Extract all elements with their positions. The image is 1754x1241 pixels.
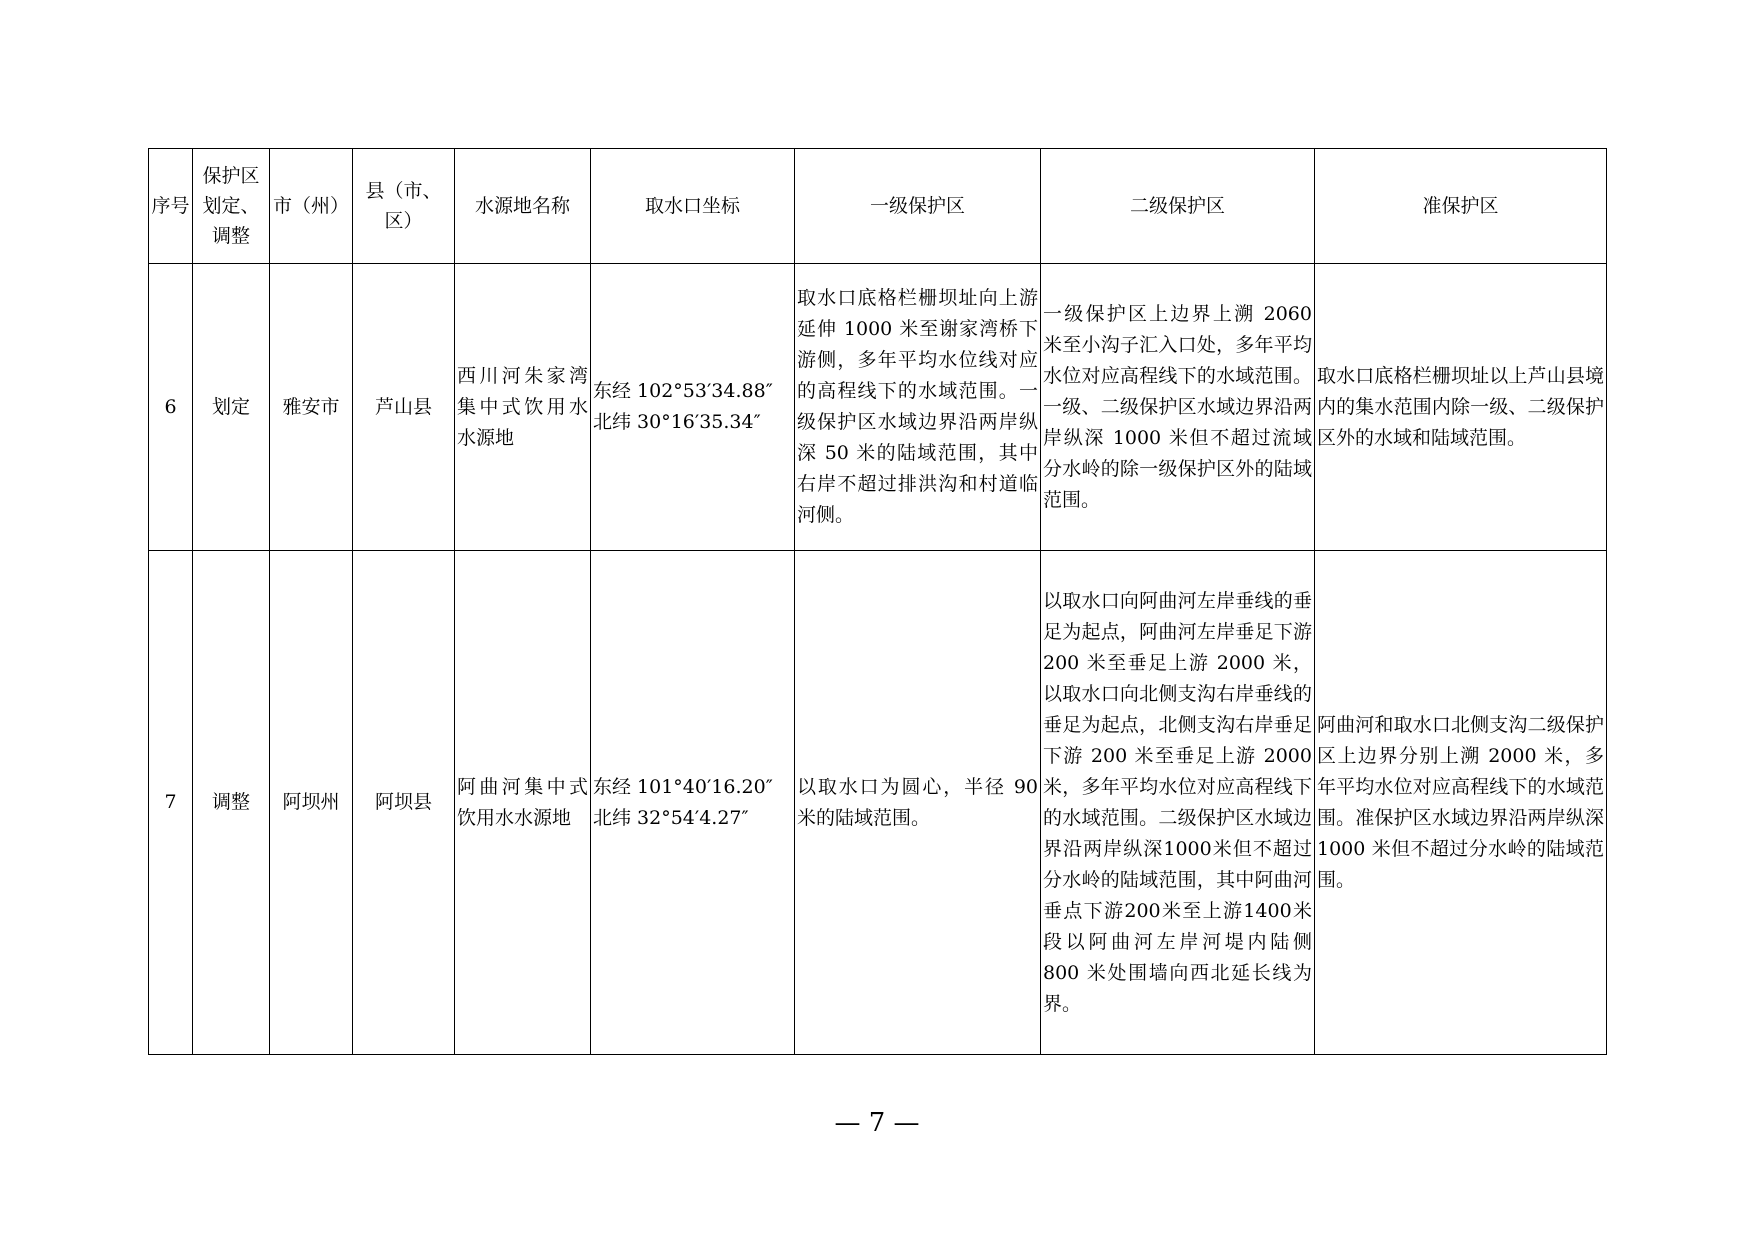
- header-level1: 一级保护区: [795, 149, 1041, 264]
- page-number: — 7 —: [834, 1108, 920, 1138]
- cell-seq: 7: [149, 551, 193, 1055]
- coord-east: 东经 101°40′16.20″: [593, 775, 773, 798]
- header-source-name: 水源地名称: [455, 149, 591, 264]
- cell-quasi: 取水口底格栏栅坝址以上芦山县境内的集水范围内除一级、二级保护区外的水域和陆域范围。: [1315, 264, 1607, 551]
- cell-level2: 以取水口向阿曲河左岸垂线的垂足为起点，阿曲河左岸垂足下游 200 米至垂足上游 2000 米，以取水口向北侧支沟右岸垂线的垂足为起点，北侧支沟右岸垂足下游 200 米至垂足上游 2000 米，多年平均水位对应高程线下的水域范围。二级保护区水域边界沿两岸纵深1000米但不超过分水岭的陆域范围，其中阿曲河垂点下游200米至上游1400米段以阿曲河左岸河堤内陆侧 800 米处围墙向西北延长线为界。: [1041, 551, 1315, 1055]
- header-county: 县（市、区）: [353, 149, 455, 264]
- coord-north: 北纬 32°54′4.27″: [593, 806, 749, 829]
- cell-city: 雅安市: [270, 264, 353, 551]
- header-level2: 二级保护区: [1041, 149, 1315, 264]
- header-seq: 序号: [149, 149, 193, 264]
- cell-level1: 取水口底格栏栅坝址向上游延伸 1000 米至谢家湾桥下游侧，多年平均水位线对应的高程线下的水域范围。一级保护区水域边界沿两岸纵深 50 米的陆域范围，其中右岸不超过排洪沟和村道临河侧。: [795, 264, 1041, 551]
- table-row: [149, 551, 1607, 1055]
- cell-type: 调整: [193, 551, 270, 1055]
- cell-county: 阿坝县: [353, 551, 455, 1055]
- cell-seq: 6: [149, 264, 193, 551]
- coord-east: 东经 102°53′34.88″: [593, 380, 773, 402]
- cell-county: 芦山县: [353, 264, 455, 551]
- cell-level1: 以取水口为圆心，半径 90 米的陆域范围。: [795, 551, 1041, 1055]
- cell-source-name: 阿曲河集中式饮用水水源地: [455, 551, 591, 1055]
- table-row: [149, 264, 1607, 551]
- cell-quasi: 阿曲河和取水口北侧支沟二级保护区上边界分别上溯 2000 米，多年平均水位对应高程线下的水域范围。准保护区水域边界沿两岸纵深 1000 米但不超过分水岭的陆域范围。: [1315, 551, 1607, 1055]
- cell-type: 划定: [193, 264, 270, 551]
- cell-coordinates: [591, 264, 795, 551]
- header-coordinates: 取水口坐标: [591, 149, 795, 264]
- cell-level2: 一级保护区上边界上溯 2060 米至小沟子汇入口处，多年平均水位对应高程线下的水域范围。一级、二级保护区水域边界沿两岸纵深 1000 米但不超过流域分水岭的除一级保护区外的陆域范围。: [1041, 264, 1315, 551]
- cell-city: 阿坝州: [270, 551, 353, 1055]
- cell-source-name: 西川河朱家湾集中式饮用水水源地: [455, 264, 591, 551]
- header-row: [149, 149, 1607, 264]
- cell-coordinates: [591, 551, 795, 1055]
- water-source-table: [148, 148, 1607, 1055]
- header-city: 市（州）: [270, 149, 353, 264]
- header-quasi: 准保护区: [1315, 149, 1607, 264]
- coord-north: 北纬 30°16′35.34″: [593, 411, 761, 433]
- header-type: 保护区划定、调整: [193, 149, 270, 264]
